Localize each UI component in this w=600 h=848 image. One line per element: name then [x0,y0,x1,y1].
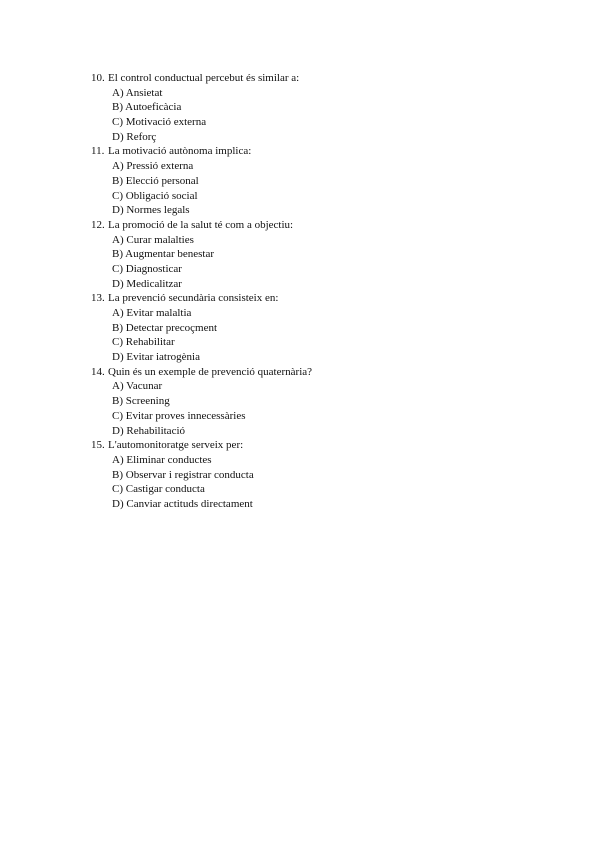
answer-options [91,306,511,365]
question-number: 15. [91,439,105,452]
question-12 [91,218,511,291]
question-13 [91,291,511,364]
question-number: 11. [91,145,105,158]
question-list [91,71,511,512]
answer-option-c: C) Rehabilitar [112,336,175,349]
question-stem [91,144,511,159]
answer-option-a: A) Eliminar conductes [112,453,212,466]
question-15 [91,438,511,511]
answer-option-b: B) Autoeficàcia [112,101,182,114]
answer-option-b: B) Elecció personal [112,174,199,187]
question-stem [91,71,511,86]
answer-option-a: A) Vacunar [112,380,163,393]
answer-option-d: D) Medicalitzar [112,277,182,290]
answer-option-b: B) Augmentar benestar [112,248,215,261]
question-text: Quin és un exemple de prevenció quaternària? [108,365,313,378]
answer-options [91,379,511,438]
question-text: La prevenció secundària consisteix en: [108,292,279,305]
question-text: El control conductual percebut és similar a: [108,72,300,84]
question-stem [91,291,511,306]
answer-options [91,453,511,512]
answer-option-d: D) Rehabilitació [112,424,186,437]
answer-option-b: B) Screening [112,395,170,408]
answer-option-a: A) Ansietat [112,86,163,99]
question-text: L'automonitoratge serveix per: [108,439,244,452]
answer-option-c: C) Motivació externa [112,116,207,129]
question-stem [91,438,511,453]
answer-option-d: D) Normes legals [112,204,190,217]
question-10 [91,71,511,144]
answer-option-d: D) Evitar iatrogènia [112,351,200,364]
answer-option-c: C) Obligació social [112,189,198,202]
question-stem [91,218,511,233]
answer-options [91,86,511,145]
answer-option-d: D) Canviar actituds directament [112,497,253,510]
question-number: 13. [91,292,105,305]
question-number: 12. [91,218,105,231]
question-14 [91,365,511,438]
answer-option-b: B) Observar i registrar conducta [112,468,254,481]
question-11 [91,144,511,217]
answer-option-c: C) Evitar proves innecessàries [112,409,246,422]
answer-option-c: C) Castigar conducta [112,483,205,496]
answer-option-b: B) Detectar precoçment [112,321,218,334]
answer-options [91,233,511,292]
question-text: La promoció de la salut té com a objectiu: [108,218,294,231]
answer-option-d: D) Reforç [112,130,157,143]
answer-option-a: A) Curar malalties [112,233,194,246]
answer-options [91,159,511,218]
question-number: 14. [91,365,105,378]
question-text: La motivació autònoma implica: [108,145,252,158]
answer-option-a: A) Pressió externa [112,160,194,173]
question-stem [91,365,511,380]
answer-option-c: C) Diagnosticar [112,262,182,275]
question-number: 10. [91,72,105,84]
answer-option-a: A) Evitar malaltia [112,307,192,319]
